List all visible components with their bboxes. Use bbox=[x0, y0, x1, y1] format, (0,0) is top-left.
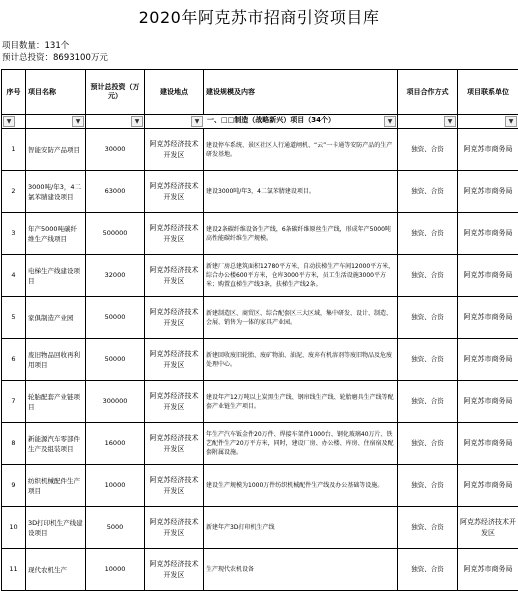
row-amount: 300000 bbox=[86, 381, 145, 423]
row-amount: 32000 bbox=[86, 255, 145, 297]
row-name: 年产5000吨碳纤维生产线项目 bbox=[26, 213, 86, 255]
header-unit: 项目联系单位 bbox=[458, 70, 518, 115]
row-scale: 年生产汽车钣金件20万件、焊接车架件1000台、钢化玻璃40万片、铁艺配件生产20万平方米，同时，建设厂房、办公楼、库房、住宿宿及配套附属设施。 bbox=[204, 423, 398, 465]
row-amount: 10000 bbox=[86, 549, 145, 591]
row-location: 阿克苏经济技术开发区 bbox=[145, 507, 204, 549]
header-mode: 项目合作方式 bbox=[398, 70, 458, 115]
row-no: 2 bbox=[2, 171, 26, 213]
section-title: 一、□□制造（战略新兴）项目（34个） bbox=[145, 116, 397, 125]
row-unit: 阿克苏市商务局 bbox=[458, 297, 518, 339]
table-row bbox=[2, 255, 518, 297]
filter-dropdown-icon[interactable]: ▼ bbox=[505, 116, 517, 127]
filter-dropdown-icon[interactable]: ▼ bbox=[444, 116, 456, 127]
row-name: 3D打印机生产线建设项目 bbox=[26, 507, 86, 549]
row-scale: 建设生产规模为1000万件纺织机械配件生产线及办公基础等设施。 bbox=[204, 465, 398, 507]
row-mode: 独资、合资 bbox=[398, 381, 458, 423]
row-name: 纺织机械配件生产项目 bbox=[26, 465, 86, 507]
table-row bbox=[2, 465, 518, 507]
header-name: 项目名称 bbox=[26, 70, 86, 115]
row-unit: 阿克苏市商务局 bbox=[458, 171, 518, 213]
project-count: 项目数量：131个 bbox=[2, 40, 69, 52]
row-location: 阿克苏经济技术开发区 bbox=[145, 339, 204, 381]
table-row bbox=[2, 423, 518, 465]
header-no: 序号 bbox=[2, 70, 26, 115]
row-mode: 独资、合资 bbox=[398, 423, 458, 465]
table-row bbox=[2, 339, 518, 381]
row-amount: 50000 bbox=[86, 339, 145, 381]
row-unit: 阿克苏市商务局 bbox=[458, 255, 518, 297]
row-scale: 新建年产3D打印机生产线 bbox=[204, 507, 398, 549]
row-amount: 63000 bbox=[86, 171, 145, 213]
filter-dropdown-icon[interactable]: ▼ bbox=[131, 116, 143, 127]
row-no: 1 bbox=[2, 129, 26, 171]
header-row bbox=[2, 70, 518, 115]
row-mode: 独资、合资 bbox=[398, 297, 458, 339]
row-no: 11 bbox=[2, 549, 26, 591]
table-row bbox=[2, 549, 518, 591]
table-row bbox=[2, 507, 518, 549]
row-scale: 新建厂房总建筑面积12780平方米，自动扶梯生产车间12000平方米，综合办公楼600平方米，仓库3000平方米，员工生活设施3000平方米；购置直梯生产线3条，扶梯生产线2条。 bbox=[204, 255, 398, 297]
row-no: 6 bbox=[2, 339, 26, 381]
row-name: 3000吨/年3，4二氯苯腈建设项目 bbox=[26, 171, 86, 213]
row-scale: 建设停车系统、景区社区人行通道闸机、“云”一卡通等安防产品的生产研发基地。 bbox=[204, 129, 398, 171]
row-location: 阿克苏经济技术开发区 bbox=[145, 465, 204, 507]
row-mode: 独资、合资 bbox=[398, 549, 458, 591]
table-row bbox=[2, 297, 518, 339]
row-no: 4 bbox=[2, 255, 26, 297]
row-amount: 10000 bbox=[86, 465, 145, 507]
row-amount: 30000 bbox=[86, 129, 145, 171]
row-amount: 16000 bbox=[86, 423, 145, 465]
row-amount: 50000 bbox=[86, 297, 145, 339]
row-mode: 独资、合资 bbox=[398, 339, 458, 381]
row-name: 新能源汽车零部件生产及组装项目 bbox=[26, 423, 86, 465]
row-unit: 阿克苏市商务局 bbox=[458, 423, 518, 465]
row-name: 废旧物品回收再利用项目 bbox=[26, 339, 86, 381]
row-name: 电梯生产线建设项目 bbox=[26, 255, 86, 297]
row-scale: 生产现代农机设备 bbox=[204, 549, 398, 591]
row-location: 阿克苏经济技术开发区 bbox=[145, 255, 204, 297]
row-location: 阿克苏经济技术开发区 bbox=[145, 549, 204, 591]
row-location: 阿克苏经济技术开发区 bbox=[145, 171, 204, 213]
row-scale: 新建制造区、商贸区、综合配套区三大区域，集中研发、设计、制造、会展、销售为一体的家具产业园。 bbox=[204, 297, 398, 339]
header-scale: 建设规模及内容 bbox=[204, 70, 398, 115]
row-mode: 独资、合资 bbox=[398, 129, 458, 171]
filter-dropdown-icon[interactable]: ▼ bbox=[72, 116, 84, 127]
row-location: 阿克苏经济技术开发区 bbox=[145, 381, 204, 423]
header-amount: 预计总投资（万元） bbox=[86, 70, 145, 115]
header-location: 建设地点 bbox=[145, 70, 204, 115]
row-name: 现代农机生产 bbox=[26, 549, 86, 591]
row-unit: 阿克苏市商务局 bbox=[458, 339, 518, 381]
filter-dropdown-icon[interactable]: ▼ bbox=[384, 116, 396, 127]
page-title: 2020年阿克苏市招商引资项目库 bbox=[0, 0, 518, 36]
row-no: 3 bbox=[2, 213, 26, 255]
row-no: 7 bbox=[2, 381, 26, 423]
row-scale: 新建回收废旧轮胎、废矿物油、油泥、废弃有机溶剂等废旧物品及危废处理中心。 bbox=[204, 339, 398, 381]
filter-dropdown-icon[interactable]: ▼ bbox=[191, 116, 203, 127]
filter-row bbox=[2, 115, 518, 129]
row-amount: 5000 bbox=[86, 507, 145, 549]
row-unit: 阿克苏市商务局 bbox=[458, 213, 518, 255]
row-location: 阿克苏经济技术开发区 bbox=[145, 297, 204, 339]
row-unit: 阿克苏市商务局 bbox=[458, 465, 518, 507]
row-location: 阿克苏经济技术开发区 bbox=[145, 213, 204, 255]
table-row bbox=[2, 129, 518, 171]
row-unit: 阿克苏市商务局 bbox=[458, 129, 518, 171]
table-row bbox=[2, 381, 518, 423]
row-location: 阿克苏经济技术开发区 bbox=[145, 423, 204, 465]
filter-dropdown-icon[interactable]: ▼ bbox=[3, 116, 15, 127]
row-scale: 建设年产12万吨以上炭黑生产线、钢帘线生产线、轮胎磨具生产线等配套产业链生产项目。 bbox=[204, 381, 398, 423]
row-mode: 独资、合资 bbox=[398, 255, 458, 297]
row-unit: 阿克苏市商务局 bbox=[458, 381, 518, 423]
row-mode: 独资、合资 bbox=[398, 213, 458, 255]
row-no: 8 bbox=[2, 423, 26, 465]
row-name: 家俱制造产业园 bbox=[26, 297, 86, 339]
row-unit: 阿克苏经济技术开发区 bbox=[458, 507, 518, 549]
row-mode: 独资、合资 bbox=[398, 507, 458, 549]
row-scale: 建设2条碳纤维设备生产线，6条碳纤维原丝生产线，形成年产5000吨高性能碳纤维生产规模。 bbox=[204, 213, 398, 255]
row-name: 智能安防产品项目 bbox=[26, 129, 86, 171]
row-mode: 独资、合资 bbox=[398, 171, 458, 213]
row-no: 10 bbox=[2, 507, 26, 549]
row-amount: 500000 bbox=[86, 213, 145, 255]
row-mode: 独资、合资 bbox=[398, 465, 458, 507]
row-scale: 建设3000吨/年3，4二氯苯腈建设项目。 bbox=[204, 171, 398, 213]
row-unit: 阿克苏市商务局 bbox=[458, 549, 518, 591]
row-no: 5 bbox=[2, 297, 26, 339]
table-row bbox=[2, 171, 518, 213]
row-location: 阿克苏经济技术开发区 bbox=[145, 129, 204, 171]
row-name: 轮胎配套产业链项目 bbox=[26, 381, 86, 423]
table-row bbox=[2, 213, 518, 255]
total-investment: 预计总投资：8693100万元 bbox=[2, 52, 108, 64]
row-no: 9 bbox=[2, 465, 26, 507]
project-table bbox=[1, 69, 518, 591]
